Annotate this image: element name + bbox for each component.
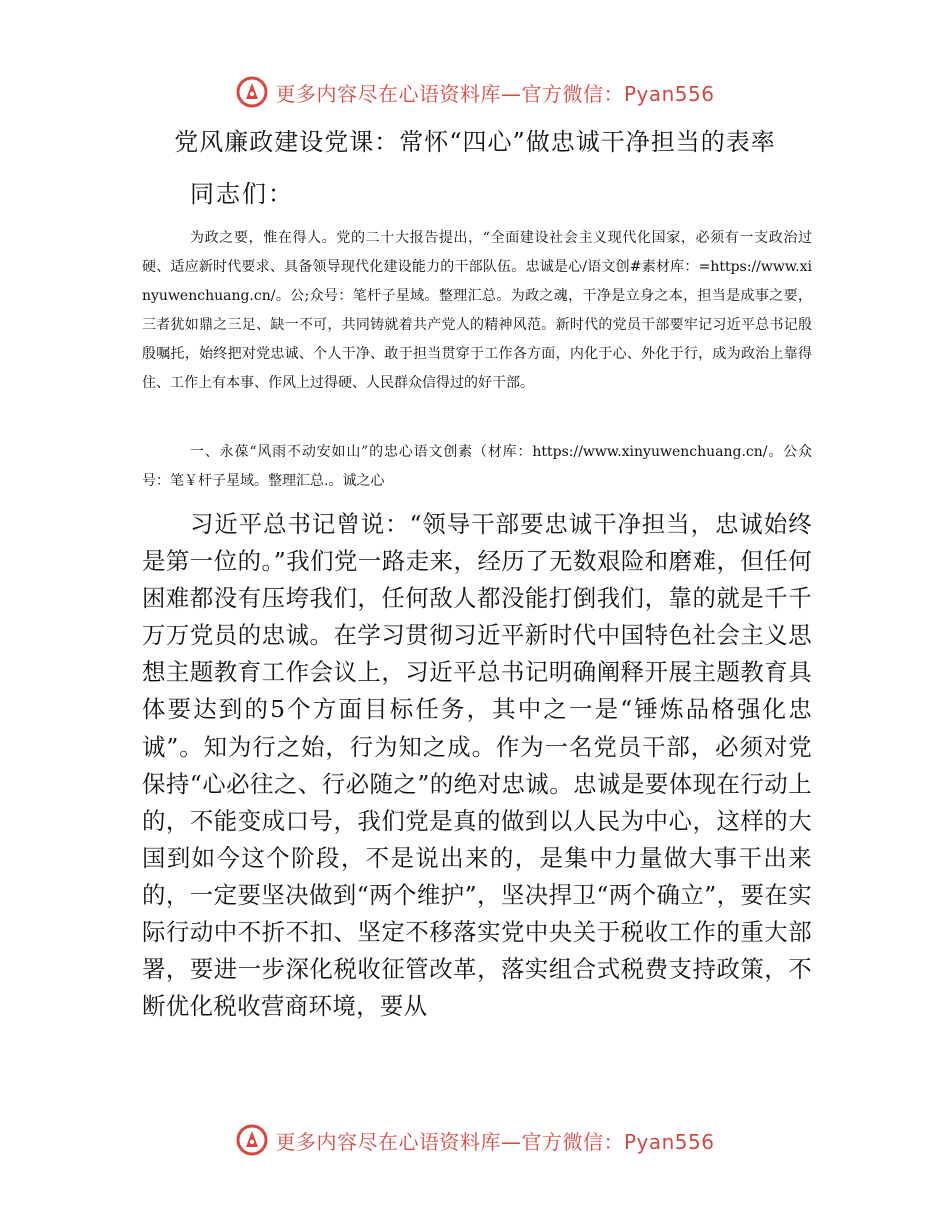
pen-nib-icon	[235, 1123, 269, 1157]
intro-paragraph: 为政之要，惟在得人。党的二十大报告提出，“全面建设社会主义现代化国家，必须有一支政治过硬、适应新时代要求、具备领导现代化建设能力的干部队伍。忠诚是心/语文创#素材库：=https://www.xinyuwenchuang.cn/。公;众号：笔杆子星域。整理汇总。为政之魂，干净是立身之本，担当是成事之要，三者犹如鼎之三足、缺一不可，共同铸就着共产党人的精神风范。新时代的党员干部要牢记习近平总书记殷殷嘱托，始终把对党忠诚、个人干净、敢于担当贯穿于工作各方面，内化于心、外化于行，成为政治上靠得住、工作上有本事、作风上过得硬、人民群众信得过的好干部。	[142, 230, 812, 391]
footer-watermark-banner	[0, 1120, 950, 1160]
watermark-text: 更多内容尽在心语资料库—官方微信：Pyan556	[275, 1129, 715, 1154]
body-paragraph: 习近平总书记曾说：“领导干部要忠诚干净担当，忠诚始终是第一位的。”我们党一路走来，经历了无数艰险和磨难，但任何困难都没有压垮我们，任何敌人都没能打倒我们，靠的就是千千万万党员的忠诚。在学习贯彻习近平新时代中国特色社会主义思想主题教育工作会议上，习近平总书记明确阐释开展主题教育具体要达到的5个方面目标任务，其中之一是“锤炼品格强化忠诚”。知为行之始，行为知之成。作为一名党员干部，必须对党保持“心必往之、行必随之”的绝对忠诚。忠诚是要体现在行动上的，不能变成口号，我们党是真的做到以人民为中心，这样的大国到如今这个阶段，不是说出来的，是集中力量做大事干出来的，一定要坚决做到“两个维护”，坚决捍卫“两个确立”，要在实际行动中不折不扣、坚定不移落实党中央关于税收工作的重大部署，要进一步深化税收征管改革，落实组合式税费支持政策，不断优化税收营商环境，要从	[142, 510, 812, 1021]
header-watermark-banner	[0, 72, 950, 112]
greeting: 同志们：	[190, 180, 294, 208]
section-heading: 一、永葆“风雨不动安如山”的忠心语文创素（材库：https://www.xinyuwenchuang.cn/。公众号：笔￥杆子星域。整理汇总.。诚之心	[142, 444, 812, 489]
watermark-text: 更多内容尽在心语资料库—官方微信：Pyan556	[275, 81, 715, 106]
pen-nib-icon	[235, 75, 269, 109]
document-title: 党风廉政建设党课：常怀“四心”做忠诚干净担当的表率	[174, 128, 776, 156]
